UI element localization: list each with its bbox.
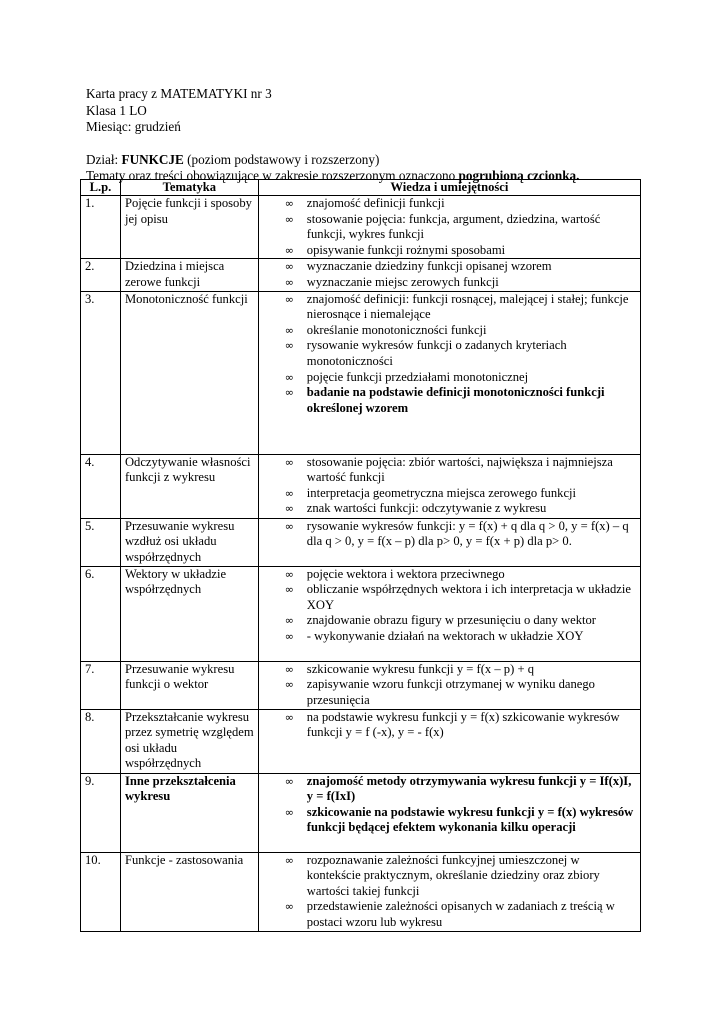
row-number: 9. [81,773,121,852]
department-suffix: (poziom podstawowy i rozszerzony) [183,151,380,167]
table-row [81,566,641,661]
class-label: Klasa 1 LO [86,102,147,118]
infinity-bullet-icon: ∞ [284,260,294,274]
infinity-bullet-icon: ∞ [284,519,294,533]
column-header-number: L.p. [81,180,121,196]
month-label: Miesiąc: grudzień [86,119,181,134]
table-row [81,518,641,566]
table-row [81,196,641,259]
row-topic: Funkcje - zastosowania [120,852,258,931]
row-number: 6. [81,566,121,661]
knowledge-item: ∞ znajomość definicji: funkcji rosnącej, malejącej i stałej; funkcje nierosnące i niemalejące [284,291,629,322]
row-number: 8. [81,709,121,773]
knowledge-item: ∞ rysowanie wykresów funkcji: y = f(x) + q dla q > 0, y = f(x) – q dla q > 0, y = f(x – p) dla p> 0, y = f(x + p) dla p> 0. [284,518,629,549]
infinity-bullet-icon: ∞ [284,853,294,867]
knowledge-item: ∞ określanie monotoniczności funkcji [284,322,487,337]
infinity-bullet-icon: ∞ [284,323,294,337]
infinity-bullet-icon: ∞ [284,583,294,597]
row-knowledge [258,709,640,773]
department-name: FUNKCJE [121,151,184,167]
knowledge-item: ∞ szkicowanie wykresu funkcji y = f(x – p) + q [284,661,534,676]
column-header-topic: Tematyka [120,180,258,196]
table-row [81,709,641,773]
row-knowledge [258,259,640,291]
infinity-bullet-icon: ∞ [284,567,294,581]
knowledge-item: ∞ interpretacja geometryczna miejsca zerowego funkcji [284,485,577,500]
knowledge-item: ∞ obliczanie współrzędnych wektora i ich interpretacja w układzie XOY [284,582,631,612]
infinity-bullet-icon: ∞ [284,212,294,226]
knowledge-item-extended: ∞ badanie na podstawie definicji monotoniczności funkcji określonej wzorem [284,385,605,415]
infinity-bullet-icon: ∞ [284,386,294,400]
knowledge-item: ∞ zapisywanie wzoru funkcji otrzymanej w wyniku danego przesunięcia [284,677,595,707]
infinity-bullet-icon: ∞ [284,614,294,628]
table-header-row [81,180,641,196]
knowledge-item: ∞ wyznaczanie dziedziny funkcji opisanej wzorem [284,259,552,274]
table-row [81,259,641,291]
knowledge-item: ∞ znajomość definicji funkcji [284,196,445,210]
infinity-bullet-icon: ∞ [284,502,294,516]
table-row [81,773,641,852]
row-number: 3. [81,291,121,454]
row-number: 4. [81,454,121,518]
knowledge-item-extended: ∞ znajomość metody otrzymywania wykresu funkcji y = If(x)I, y = f(IxI) [284,773,632,804]
department-prefix: Dział: [86,151,122,167]
document-header [86,86,642,185]
infinity-bullet-icon: ∞ [284,774,294,788]
knowledge-item: ∞ pojęcie wektora i wektora przeciwnego [284,566,505,581]
table-row [81,291,641,454]
infinity-bullet-icon: ∞ [284,370,294,384]
knowledge-item: ∞ rysowanie wykresów funkcji o zadanych kryteriach monotoniczności [284,338,567,368]
infinity-bullet-icon: ∞ [284,486,294,500]
topics-table [80,179,641,932]
knowledge-item: ∞ wyznaczanie miejsc zerowych funkcji [284,274,499,289]
infinity-bullet-icon: ∞ [284,900,294,914]
row-topic: Monotoniczność funkcji [120,291,258,454]
row-knowledge [258,773,640,852]
note-bold-text: pogrubioną czcionką. [458,168,580,183]
infinity-bullet-icon: ∞ [284,197,294,210]
knowledge-item: ∞ stosowanie pojęcia: funkcja, argument, dziedzina, wartość funkcji, wykres funkcji [284,211,601,242]
knowledge-item-extended: ∞ szkicowanie na podstawie wykresu funkcji y = f(x) wykresów funkcji będącej efektem wykonania kilku operacji [284,804,634,835]
note-text: Tematy oraz treści obowiązujące w zakresie rozszerzonym oznaczono [86,168,459,183]
row-knowledge [258,518,640,566]
row-knowledge [258,291,640,454]
row-knowledge [258,196,640,259]
knowledge-item: ∞ rozpoznawanie zależności funkcyjnej umieszczonej w kontekście praktycznym, określanie dziedziny oraz zbiory wartości takiej funkcji [284,852,600,898]
table-row [81,661,641,709]
column-header-knowledge: Wiedza i umiejętności [258,180,640,196]
row-topic: Przesuwanie wykresu funkcji o wektor [120,661,258,709]
row-topic-extended: Inne przekształcenia wykresu [120,773,258,852]
row-knowledge [258,454,640,518]
knowledge-item: ∞ przedstawienie zależności opisanych w zadaniach z treścią w postaci wzoru lub wykresu [284,899,615,929]
infinity-bullet-icon: ∞ [284,678,294,692]
infinity-bullet-icon: ∞ [284,710,294,724]
infinity-bullet-icon: ∞ [284,662,294,676]
row-topic: Przesuwanie wykresu wzdłuż osi układu współrzędnych [120,518,258,566]
knowledge-item: ∞ stosowanie pojęcia: zbiór wartości, największa i najmniejsza wartość funkcji [284,454,613,485]
row-number: 5. [81,518,121,566]
infinity-bullet-icon: ∞ [284,805,294,819]
department-line [86,152,642,169]
table-row [81,454,641,518]
row-knowledge [258,852,640,931]
knowledge-item: ∞ znajdowanie obrazu figury w przesunięciu o dany wektor [284,613,596,628]
knowledge-item: ∞ opisywanie funkcji rożnymi sposobami [284,242,506,257]
row-topic: Pojęcie funkcji i sposoby jej opisu [120,196,258,259]
row-knowledge [258,661,640,709]
row-number: 10. [81,852,121,931]
knowledge-item: ∞ znak wartości funkcji: odczytywanie z wykresu [284,501,547,516]
row-topic: Odczytywanie własności funkcji z wykresu [120,454,258,518]
row-knowledge [258,566,640,661]
knowledge-item: ∞ pojęcie funkcji przedziałami monotonicznej [284,369,529,384]
row-number: 7. [81,661,121,709]
infinity-bullet-icon: ∞ [284,455,294,469]
knowledge-item: ∞ - wykonywanie działań na wektorach w układzie XOY [284,628,584,643]
knowledge-item: ∞ na podstawie wykresu funkcji y = f(x) szkicowanie wykresów funkcji y = f (-x), y = - f(x) [284,709,620,740]
row-topic: Wektory w układzie współrzędnych [120,566,258,661]
row-number: 1. [81,196,121,259]
row-topic: Przekształcanie wykresu przez symetrię względem osi układu współrzędnych [120,709,258,773]
worksheet-title: Karta pracy z MATEMATYKI nr 3 [86,86,272,101]
infinity-bullet-icon: ∞ [284,629,294,643]
row-topic: Dziedzina i miejsca zerowe funkcji [120,259,258,291]
table-row [81,852,641,931]
infinity-bullet-icon: ∞ [284,243,294,257]
infinity-bullet-icon: ∞ [284,339,294,353]
infinity-bullet-icon: ∞ [284,292,294,306]
row-number: 2. [81,259,121,291]
infinity-bullet-icon: ∞ [284,275,294,289]
